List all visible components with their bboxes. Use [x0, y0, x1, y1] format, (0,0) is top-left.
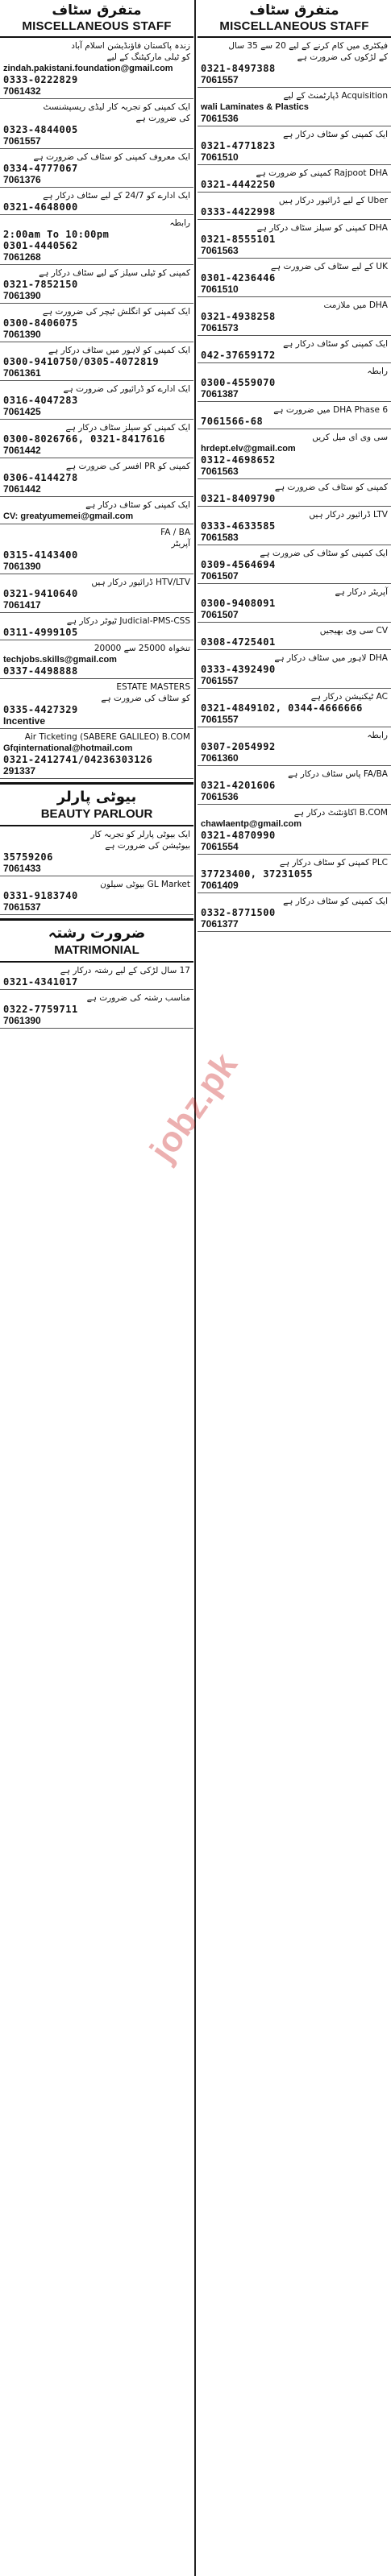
classified-ad — [198, 805, 391, 855]
classified-ad — [0, 304, 193, 342]
ad-phone: 0300-4559070 — [201, 377, 276, 388]
right-header-english: MISCELLANEOUS STAFF — [219, 19, 369, 33]
left-header-english: MISCELLANEOUS STAFF — [22, 19, 172, 33]
matrimonial-header-english: MATRIMONIAL — [54, 943, 139, 957]
ad-reference: 7061432 — [3, 85, 41, 97]
beauty-ads-list — [0, 826, 193, 915]
left-header-urdu: متفرق سٹاف — [52, 2, 142, 19]
ad-text: UK کے لیے سٹاف کی ضرورت ہے — [270, 262, 388, 271]
ad-phone: 0321-2412741/04236303126 — [3, 754, 153, 765]
ad-phone: 37723400, 37231055 — [201, 868, 314, 880]
right-ads-list — [198, 38, 391, 932]
ad-reference: 7061425 — [3, 406, 41, 417]
ad-reference: 7061390 — [3, 329, 41, 340]
ad-phone: 0321-8555101 — [201, 234, 276, 245]
classified-ad — [198, 766, 391, 805]
classified-ad — [198, 689, 391, 727]
ad-text: کمپنی کو ٹیلی سیلز کے لیے سٹاف درکار ہے — [39, 268, 190, 278]
ad-phone: 0315-4143400 — [3, 549, 78, 561]
ad-text: FA/BA پاس سٹاف درکار ہے — [288, 769, 388, 779]
classified-ad — [0, 990, 193, 1029]
ad-reference: 7061360 — [201, 752, 239, 764]
ad-phone: 0321-4648000 — [3, 201, 78, 213]
classified-ad — [198, 855, 391, 893]
ad-reference: 7061557 — [201, 714, 239, 725]
left-column — [0, 0, 193, 2576]
watermark: jobz.pk — [142, 1046, 245, 1169]
classified-ad — [0, 149, 193, 188]
ad-text: Air Ticketing (SABERE GALILEO) B.COM — [24, 732, 190, 742]
ad-text: Uber کے لیے ڈرائیور درکار ہیں — [278, 196, 388, 205]
ad-phone: 0301-4236446 — [201, 272, 276, 284]
ad-phone: 0321-4341017 — [3, 976, 78, 988]
classified-ad — [198, 623, 391, 650]
classified-ad — [198, 297, 391, 336]
ad-reference: 7061536 — [201, 791, 239, 802]
ad-reference: 7061507 — [201, 609, 239, 620]
ad-text: آپریٹر — [171, 539, 190, 549]
ad-phone: 0309-4564694 — [201, 559, 276, 570]
ad-text: کی ضرورت ہے — [135, 114, 190, 123]
ad-reference: 7061361 — [3, 367, 41, 379]
ad-reference: 7061554 — [201, 841, 239, 852]
classified-ad — [0, 497, 193, 524]
ad-reference: 7061510 — [201, 284, 239, 295]
ad-text: سی وی ای میل کریں — [312, 433, 388, 442]
ad-reference: 7061409 — [201, 880, 239, 891]
ad-text: ایک کمپنی کو سیلز سٹاف درکار ہے — [65, 423, 190, 433]
ad-phone: 0321-8409790 — [201, 493, 276, 504]
ad-phone: 7061566-68 — [201, 416, 264, 427]
ad-text: DHA لاہور میں سٹاف درکار ہے — [274, 653, 388, 663]
classified-ad — [0, 640, 193, 679]
ad-reference: 7061442 — [3, 445, 41, 456]
classified-ad — [0, 420, 193, 458]
ad-text: ایک کمپنی کو تجربہ کار لیڈی ریسپشنسٹ — [43, 102, 190, 112]
classified-ad — [0, 729, 193, 779]
ad-phone: 0321-4870990 — [201, 830, 276, 841]
ad-text: HTV/LTV ڈرائیور درکار ہیں — [91, 578, 190, 587]
ad-reference: 7061377 — [201, 918, 239, 930]
ad-reference: 7061583 — [201, 532, 239, 543]
right-column-header — [198, 0, 391, 38]
classified-ad — [198, 126, 391, 165]
classified-ad — [0, 458, 193, 497]
ad-text: کمپنی کو PR افسر کی ضرورت ہے — [65, 462, 190, 471]
ad-email: CV: greatyumemei@gmail.com — [3, 511, 134, 521]
classified-ad — [0, 38, 193, 99]
ad-text: B.COM اکاؤنٹنٹ درکار ہے — [293, 808, 388, 818]
ad-phone: 0307-2054992 — [201, 741, 276, 752]
ad-text: رابطہ — [367, 367, 388, 376]
ad-reference: 7061573 — [201, 322, 239, 333]
ad-phone: 0316-4047283 — [3, 395, 78, 406]
ad-reference: 7061536 — [201, 113, 239, 124]
ad-reference: 7061557 — [201, 675, 239, 686]
classified-ad — [198, 893, 391, 932]
ad-text: ایک کمپنی کو سٹاف کی ضرورت ہے — [260, 549, 388, 558]
ad-text: FA / BA — [160, 528, 190, 537]
classified-ad — [198, 479, 391, 507]
ad-phone: 0337-4498888 — [3, 665, 78, 677]
classified-ad — [0, 826, 193, 876]
ad-text: فیکٹری میں کام کرنے کے لیے 20 سے 35 سال — [228, 41, 388, 51]
classified-ad — [198, 363, 391, 402]
ad-text: ایک کمپنی کو سٹاف درکار ہے — [283, 339, 388, 349]
ad-text: ایک ادارے کو ڈرائیور کی ضرورت ہے — [63, 384, 190, 394]
ad-reference: 7061268 — [3, 251, 41, 263]
ad-text: Acquisition ڈپارٹمنٹ کے لیے — [283, 91, 388, 101]
ad-text: ایک معروف کمپنی کو سٹاف کی ضرورت ہے — [33, 152, 190, 162]
ad-text: ایک کمپنی کو سٹاف درکار ہے — [85, 500, 190, 510]
ad-text: LTV ڈرائیور درکار ہیں — [309, 510, 388, 520]
ad-text: کے لڑکوں کی ضرورت ہے — [297, 52, 388, 62]
classified-ad — [198, 336, 391, 363]
beauty-header-english: BEAUTY PARLOUR — [40, 807, 153, 821]
ad-text: ESTATE MASTERS — [116, 682, 190, 692]
classified-ad — [198, 727, 391, 766]
ad-phone: 0323-4844005 — [3, 124, 78, 135]
classified-ad — [198, 38, 391, 88]
ad-phone: 0334-4777067 — [3, 163, 78, 174]
ad-reference: 7061537 — [3, 901, 41, 913]
classified-ad — [0, 574, 193, 613]
ad-phone: 0300-9410750/0305-4072819 — [3, 356, 160, 367]
ad-text: رابطہ — [169, 218, 190, 228]
ad-phone: 042-37659172 — [201, 350, 276, 361]
classified-ad — [198, 584, 391, 623]
ad-text: تنخواہ 25000 سے 20000 — [94, 644, 190, 653]
ad-text: مناسب رشتہ کی ضرورت ہے — [86, 993, 190, 1003]
ad-phone: 0321-9410640 — [3, 588, 78, 599]
column-divider — [194, 0, 196, 2576]
ad-phone: 0335-4427329 — [3, 704, 78, 715]
ad-reference: 7061507 — [201, 570, 239, 582]
classified-ad — [198, 193, 391, 220]
ad-phone: 0321-4442250 — [201, 179, 276, 190]
right-header-urdu: متفرق سٹاف — [249, 2, 339, 19]
classified-ad — [0, 381, 193, 420]
ad-text: 17 سال لڑکی کے لیے رشتہ درکار ہے — [60, 966, 190, 975]
beauty-header-urdu: بیوٹی پارلر — [56, 789, 137, 806]
classified-ad — [198, 88, 391, 126]
ad-phone: 0300-9408091 — [201, 598, 276, 609]
ad-phone: 0300-8406075 — [3, 317, 78, 329]
ad-email: Gfqinternational@hotmail.com — [3, 743, 133, 753]
ad-reference: 291337 — [3, 765, 36, 777]
classified-ad — [0, 876, 193, 915]
classified-ad — [198, 429, 391, 479]
ad-text: ایک ادارے کو 24/7 کے لیے سٹاف درکار ہے — [43, 191, 190, 201]
ad-text: CV سی وی بھیجیں — [319, 626, 388, 636]
ad-reference: 7061376 — [3, 174, 41, 185]
ad-text: کو ٹیلی مارکیٹنگ کے لیے — [106, 52, 190, 62]
ad-phone: 0311-4999105 — [3, 627, 78, 638]
classified-ad — [0, 963, 193, 990]
ad-phone: 0333-4392490 — [201, 664, 276, 675]
ad-text: کمپنی کو سٹاف کی ضرورت ہے — [274, 482, 388, 492]
classified-ad — [0, 188, 193, 215]
beauty-parlour-header — [0, 782, 193, 826]
ad-reference: 7061390 — [3, 1015, 41, 1026]
ad-phone: 0333-4633585 — [201, 520, 276, 532]
ad-company: wali Laminates & Plastics — [201, 102, 309, 112]
classified-ad — [198, 545, 391, 584]
ad-reference: 7061433 — [3, 863, 41, 874]
ad-reference: 7061390 — [3, 561, 41, 572]
ad-phone: 0300-8026766, 0321-8417616 — [3, 433, 165, 445]
ad-phone: 0322-7759711 — [3, 1004, 78, 1015]
classified-ad — [0, 342, 193, 381]
ad-timing: 2:00am To 10:00pm — [3, 229, 110, 240]
classified-ad — [198, 220, 391, 259]
ad-text: رابطہ — [367, 731, 388, 740]
right-column — [198, 0, 391, 2576]
ad-reference: 7061563 — [201, 245, 239, 256]
ad-phone: 0331-9183740 — [3, 890, 78, 901]
ad-text: PLC کمپنی کو سٹاف درکار ہے — [279, 858, 388, 868]
ad-text: DHA Phase 6 میں ضرورت ہے — [273, 405, 388, 415]
ad-phone: 0333-4422998 — [201, 206, 276, 217]
classified-ad — [0, 215, 193, 265]
ad-text: بیوٹیشن کی ضرورت ہے — [105, 841, 190, 851]
ad-phone: 0321-4771823 — [201, 140, 276, 151]
ad-text: DHA میں ملازمت — [323, 300, 388, 310]
ad-phone: 0306-4144278 — [3, 472, 78, 483]
classified-ad — [198, 650, 391, 689]
ad-phone: 0333-0222829 — [3, 74, 78, 85]
ad-reference: 7061387 — [201, 388, 239, 400]
ad-email: zindah.pakistani.foundation@gmail.com — [3, 64, 173, 73]
classified-ad — [198, 402, 391, 429]
ad-phone: 0321-4201606 — [201, 780, 276, 791]
ad-reference: 7061442 — [3, 483, 41, 495]
ad-phone: 0321-4938258 — [201, 311, 276, 322]
ad-phone: 0321-4849102, 0344-4666666 — [201, 702, 363, 714]
left-column-header — [0, 0, 193, 38]
ad-text: DHA کمپنی کو سیلز سٹاف درکار ہے — [256, 223, 388, 233]
ad-text: ایک کمپنی کو لاہور میں سٹاف درکار ہے — [48, 346, 190, 355]
ad-text: ایک کمپنی کو سٹاف درکار ہے — [283, 130, 388, 139]
classified-ad — [198, 259, 391, 297]
ad-text: Rajpoot DHA کمپنی کو ضرورت ہے — [256, 168, 388, 178]
ad-phone: 0308-4725401 — [201, 636, 276, 648]
ad-reference: 7061390 — [3, 290, 41, 301]
ad-phone: 0301-4440562 — [3, 240, 78, 251]
ad-reference: 7061557 — [3, 135, 41, 147]
ad-text: Judicial-PMS-CSS ٹیوٹر درکار ہے — [66, 616, 190, 626]
ad-email: hrdept.elv@gmail.com — [201, 444, 296, 453]
classified-ad — [0, 679, 193, 729]
ad-reference: 7061557 — [201, 74, 239, 85]
classified-ad — [198, 165, 391, 193]
classified-ad — [0, 99, 193, 149]
ad-text: ایک کمپنی کو سٹاف درکار ہے — [283, 897, 388, 906]
ad-text: ایک کمپنی کو انگلش ٹیچر کی ضرورت ہے — [42, 307, 190, 317]
ad-text: ایک بیوٹی پارلر کو تجربہ کار — [90, 830, 190, 839]
ad-text: AC ٹیکنیشن درکار ہے — [310, 692, 388, 702]
ad-reference: 7061510 — [201, 151, 239, 163]
left-ads-list — [0, 38, 193, 779]
matrimonial-header-urdu: ضرورت رشتہ — [48, 925, 146, 942]
ad-phone: 0321-7852150 — [3, 279, 78, 290]
ad-email: techjobs.skills@gmail.com — [3, 655, 117, 665]
ad-text: کو سٹاف کی ضرورت ہے — [101, 694, 190, 703]
ad-phone: 0312-4698652 — [201, 454, 276, 466]
ad-reference: Incentive — [3, 715, 46, 727]
classified-ad — [0, 613, 193, 640]
ad-phone: 35759206 — [3, 851, 53, 863]
ad-reference: 7061563 — [201, 466, 239, 477]
ad-reference: 7061417 — [3, 599, 41, 611]
classified-ad — [0, 265, 193, 304]
matrimonial-header — [0, 918, 193, 963]
ad-phone: 0321-8497388 — [201, 63, 276, 74]
ad-text: زندہ پاکستان فاؤنڈیشن اسلام آباد — [71, 41, 190, 51]
ad-text: آپریٹر درکار ہے — [335, 587, 388, 597]
ad-phone: 0332-8771500 — [201, 907, 276, 918]
classified-ad — [198, 507, 391, 545]
classified-ad — [0, 524, 193, 574]
ad-text: GL Market بیوٹی سیلون — [100, 880, 190, 889]
matrimonial-ads-list — [0, 963, 193, 1029]
ad-email: chawlaentp@gmail.com — [201, 819, 302, 829]
